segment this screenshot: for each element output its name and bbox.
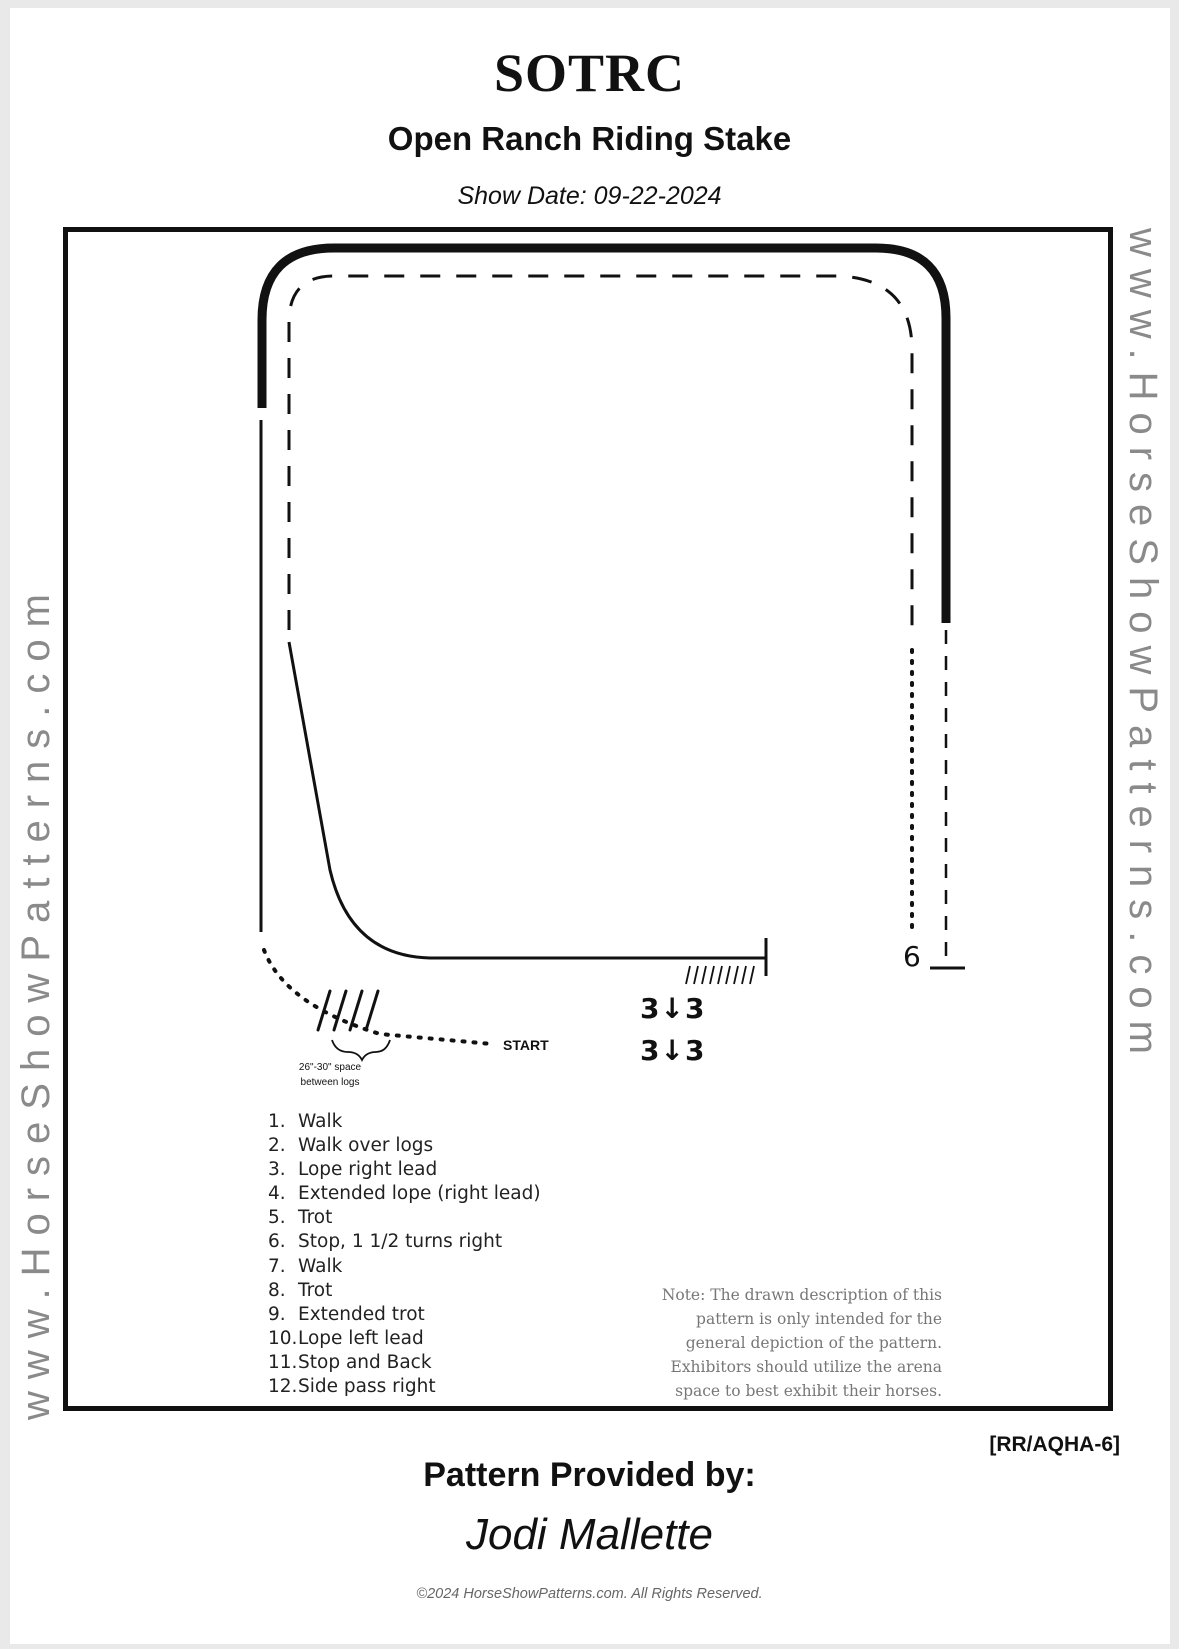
lead-change-symbol: 3↓3 [640, 992, 706, 1025]
list-item: 7. Walk [268, 1255, 343, 1277]
lead-change-symbol: 3↓3 [640, 1034, 706, 1067]
list-item: 12. Side pass right [268, 1376, 436, 1398]
list-item: 2. Walk over logs [268, 1135, 434, 1157]
list-item: 3. Lope right lead [268, 1159, 438, 1181]
provided-by-label: Pattern Provided by: [423, 1456, 756, 1494]
list-item: 10. Lope left lead [268, 1327, 424, 1349]
log-space-label: 26"-30" space between logs [298, 1062, 362, 1088]
pattern-code: [RR/AQHA-6] [989, 1433, 1120, 1456]
copyright-notice: ©2024 HorseShowPatterns.com. All Rights Reserved. [416, 1586, 763, 1602]
author-name: Jodi Mallette [465, 1510, 713, 1559]
list-item: 1. Walk [268, 1111, 343, 1132]
list-item: 8. Trot [268, 1279, 333, 1301]
trot-dashed-line [289, 276, 912, 640]
back-hatching [686, 966, 754, 984]
logs [318, 991, 378, 1030]
start-label: START [503, 1037, 549, 1053]
watermark-right: www.HorseShowPatterns.com [1121, 228, 1165, 1066]
pattern-steps-list [268, 1110, 541, 1399]
log-space-brace [332, 1040, 390, 1060]
show-date: Show Date: 09-22-2024 [457, 182, 722, 210]
page-title: SOTRC [493, 43, 686, 103]
disclaimer-note: Note: The drawn description of this pattern is only intended for the general depiction of the pattern. Exhibitors should utilize the arena space to best exhibit their horses. [661, 1286, 942, 1400]
lope-curve-line [289, 642, 765, 958]
list-item: 4. Extended lope (right lead) [268, 1183, 541, 1205]
marker-six: 6 [903, 940, 921, 973]
list-item: 5. Trot [268, 1207, 333, 1229]
class-name: Open Ranch Riding Stake [387, 120, 792, 157]
list-item: 9. Extended trot [268, 1303, 425, 1325]
extended-lope-line [262, 248, 946, 623]
watermark-left: www.HorseShowPatterns.com [14, 582, 58, 1420]
list-item: 11. Stop and Back [268, 1351, 432, 1373]
start-walk-dotted-line [264, 950, 492, 1044]
list-item: 6. Stop, 1 1/2 turns right [268, 1231, 503, 1253]
